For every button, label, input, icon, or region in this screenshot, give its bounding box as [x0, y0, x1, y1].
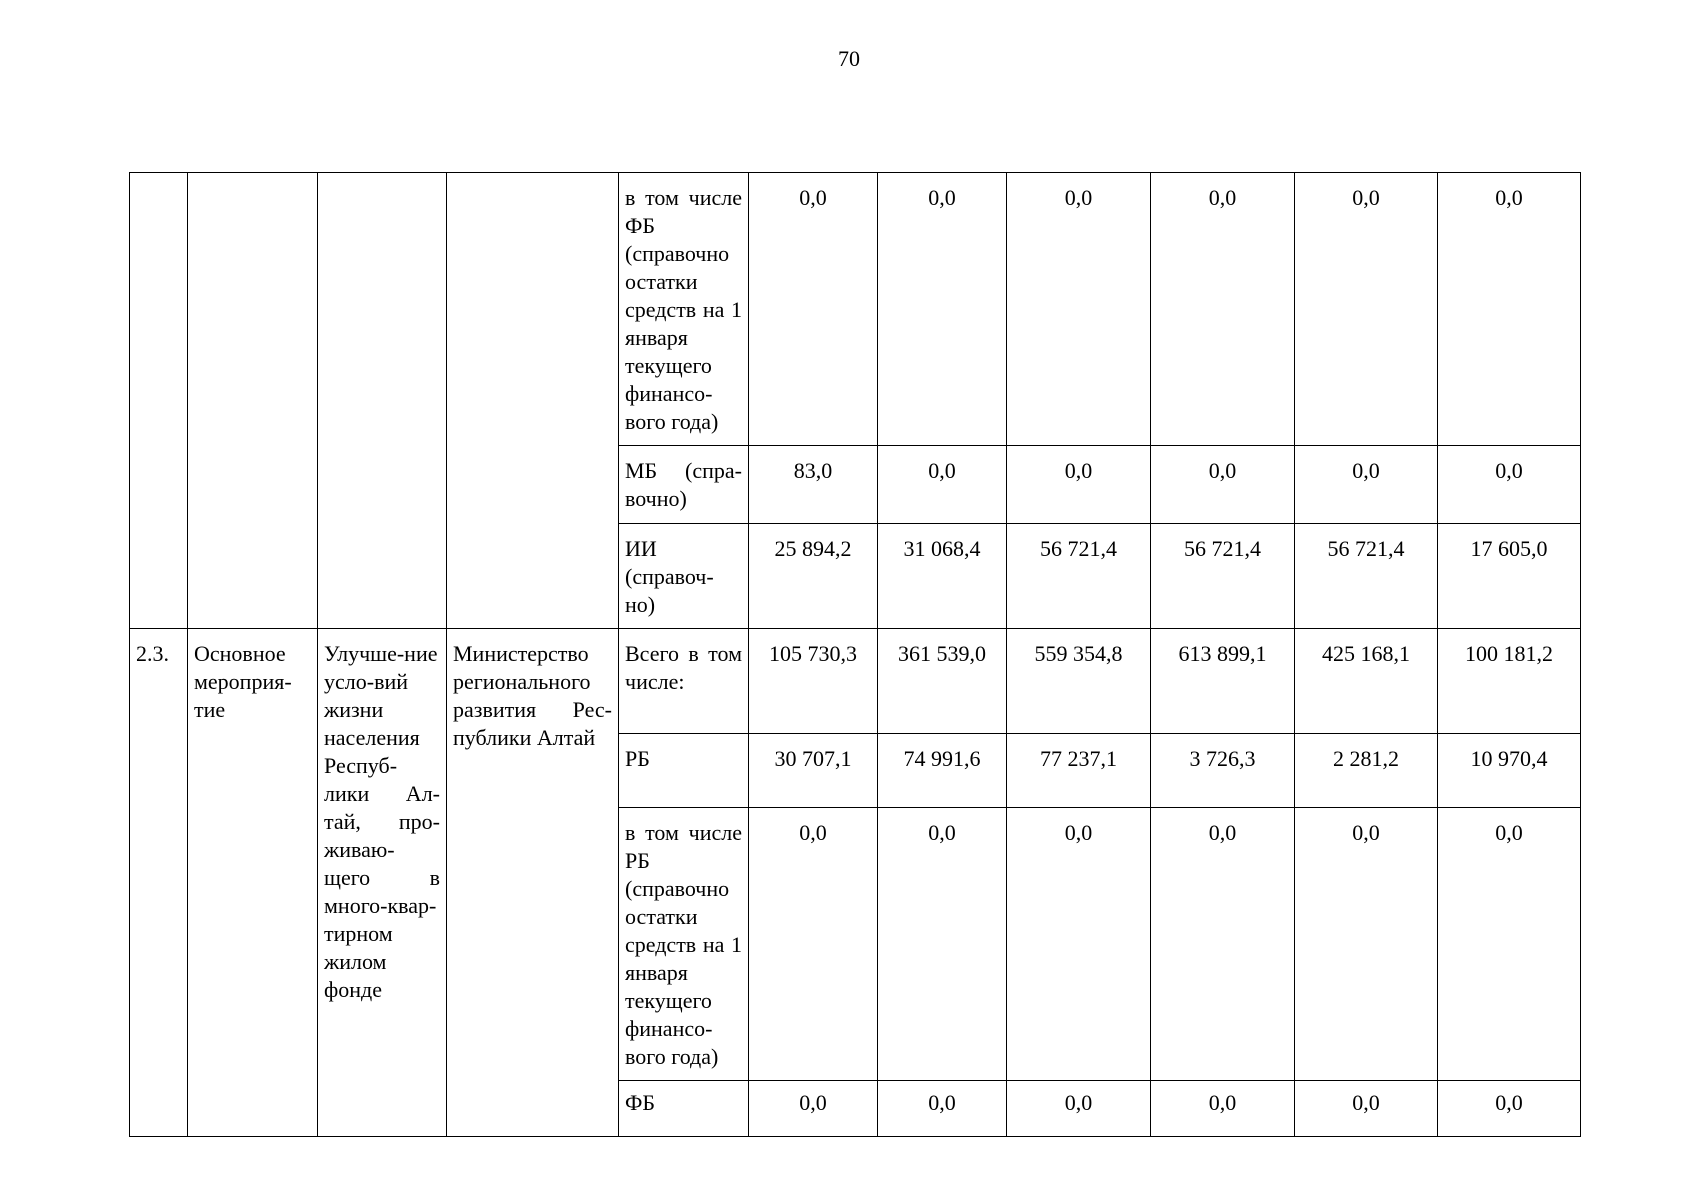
value-cell: 0,0 [1438, 173, 1581, 446]
source-cell: в том числе ФБ (справочно остатки средств на 1 января текущего финансо-вого года) [619, 173, 749, 446]
value-cell: 0,0 [1151, 173, 1295, 446]
name-cell [318, 173, 447, 629]
value-cell: 0,0 [1007, 446, 1151, 524]
value-cell: 0,0 [1151, 446, 1295, 524]
value-cell: 0,0 [1007, 808, 1151, 1081]
value-cell: 0,0 [749, 1081, 878, 1137]
measure-name: Улучше-ние усло-вий жизни населения Респуб-лики Ал-тай, про-живаю-щего в много-квар-тирном жилом фонде [318, 629, 447, 1137]
value-cell: 0,0 [1295, 173, 1438, 446]
page-number: 70 [838, 46, 860, 71]
value-cell: 2 281,2 [1295, 734, 1438, 808]
value-cell: 0,0 [878, 808, 1007, 1081]
table-row [130, 173, 1581, 446]
source-cell: МБ (спра-вочно) [619, 446, 749, 524]
value-cell: 105 730,3 [749, 629, 878, 734]
measure-number: 2.3. [130, 629, 188, 1137]
value-cell: 83,0 [749, 446, 878, 524]
value-cell: 30 707,1 [749, 734, 878, 808]
value-cell: 0,0 [1438, 808, 1581, 1081]
value-cell: 613 899,1 [1151, 629, 1295, 734]
executor-cell [447, 173, 619, 629]
value-cell: 3 726,3 [1151, 734, 1295, 808]
budget-table [129, 172, 1581, 1137]
value-cell: 559 354,8 [1007, 629, 1151, 734]
value-cell: 17 605,0 [1438, 524, 1581, 629]
value-cell: 0,0 [1295, 446, 1438, 524]
source-cell: Всего в том числе: [619, 629, 749, 734]
number-cell [130, 173, 188, 629]
value-cell: 56 721,4 [1295, 524, 1438, 629]
value-cell: 0,0 [878, 173, 1007, 446]
type-cell [188, 173, 318, 629]
source-cell: в том числе РБ (справочно остатки средств на 1 января текущего финансо-вого года) [619, 808, 749, 1081]
value-cell: 0,0 [1151, 1081, 1295, 1137]
value-cell: 56 721,4 [1151, 524, 1295, 629]
value-cell: 77 237,1 [1007, 734, 1151, 808]
source-cell: ФБ [619, 1081, 749, 1137]
value-cell: 10 970,4 [1438, 734, 1581, 808]
value-cell: 74 991,6 [878, 734, 1007, 808]
value-cell: 0,0 [1295, 1081, 1438, 1137]
measure-executor: Министерство регионального развития Рес-публики Алтай [447, 629, 619, 1137]
value-cell: 0,0 [1438, 1081, 1581, 1137]
value-cell: 0,0 [1295, 808, 1438, 1081]
value-cell: 31 068,4 [878, 524, 1007, 629]
table-row [130, 629, 1581, 734]
value-cell: 0,0 [749, 173, 878, 446]
value-cell: 0,0 [1007, 173, 1151, 446]
value-cell: 56 721,4 [1007, 524, 1151, 629]
value-cell: 361 539,0 [878, 629, 1007, 734]
value-cell: 425 168,1 [1295, 629, 1438, 734]
value-cell: 0,0 [878, 1081, 1007, 1137]
value-cell: 0,0 [878, 446, 1007, 524]
value-cell: 0,0 [749, 808, 878, 1081]
value-cell: 100 181,2 [1438, 629, 1581, 734]
value-cell: 0,0 [1151, 808, 1295, 1081]
measure-type: Основное мероприя-тие [188, 629, 318, 1137]
value-cell: 25 894,2 [749, 524, 878, 629]
value-cell: 0,0 [1007, 1081, 1151, 1137]
value-cell: 0,0 [1438, 446, 1581, 524]
source-cell: ИИ (справоч-но) [619, 524, 749, 629]
source-cell: РБ [619, 734, 749, 808]
